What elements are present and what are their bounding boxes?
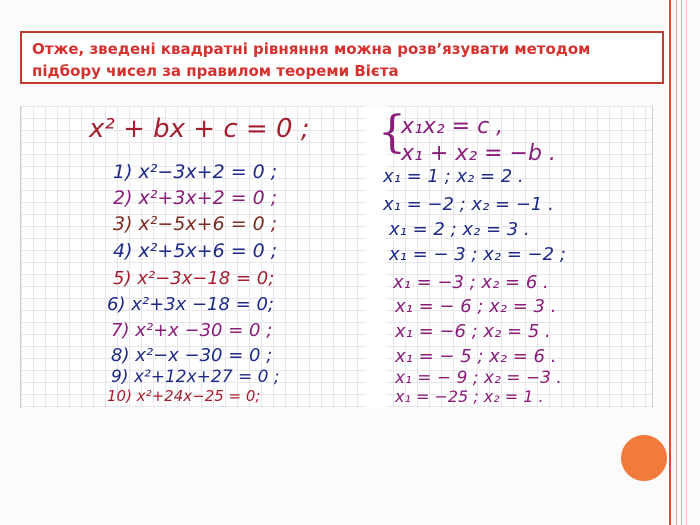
- roots-7: x₁ = −6 ; x₂ = 5 .: [395, 321, 551, 342]
- roots-4: x₁ = − 3 ; x₂ = −2 ;: [389, 244, 566, 265]
- roots-2: x₁ = −2 ; x₂ = −1 .: [383, 194, 554, 215]
- equation-6: 6) x²+3x −18 = 0;: [107, 294, 275, 315]
- handwritten-board: [20, 106, 653, 408]
- equation-5: 5) x²−3x−18 = 0;: [113, 268, 275, 289]
- margin-line: [681, 0, 682, 525]
- vieta-sum: x₁ + x₂ = −b .: [401, 141, 556, 166]
- equation-1: 1) x²−3x+2 = 0 ;: [113, 161, 278, 183]
- slide-title: Отже, зведені квадратні рівняння можна розв’язувати методом підбору чисел за правилом теореми Вієта: [32, 40, 591, 80]
- roots-8: x₁ = − 5 ; x₂ = 6 .: [395, 346, 557, 367]
- equation-9: 9) x²+12x+27 = 0 ;: [111, 367, 280, 387]
- equation-8: 8) x²−x −30 = 0 ;: [111, 345, 273, 366]
- roots-3: x₁ = 2 ; x₂ = 3 .: [389, 219, 530, 240]
- equation-3: 3) x²−5x+6 = 0 ;: [113, 213, 278, 235]
- roots-5: x₁ = −3 ; x₂ = 6 .: [393, 272, 549, 293]
- equation-4: 4) x²+5x+6 = 0 ;: [113, 240, 278, 262]
- equation-7: 7) x²+x −30 = 0 ;: [111, 320, 273, 341]
- margin-line: [686, 0, 687, 525]
- title-frame: [20, 31, 664, 84]
- roots-1: x₁ = 1 ; x₂ = 2 .: [383, 166, 524, 187]
- decorative-circle: [621, 435, 667, 481]
- equation-2: 2) x²+3x+2 = 0 ;: [113, 187, 278, 209]
- system-brace: {: [378, 107, 406, 158]
- general-equation: x² + bx + c = 0 ;: [89, 114, 310, 144]
- equation-10: 10) x²+24x−25 = 0;: [107, 387, 261, 405]
- roots-6: x₁ = − 6 ; x₂ = 3 .: [395, 296, 557, 317]
- margin-line: [669, 0, 671, 525]
- margin-line: [676, 0, 677, 525]
- roots-9: x₁ = − 9 ; x₂ = −3 .: [395, 368, 562, 388]
- roots-10: x₁ = −25 ; x₂ = 1 .: [395, 387, 544, 406]
- vieta-product: x₁x₂ = c ,: [401, 114, 504, 139]
